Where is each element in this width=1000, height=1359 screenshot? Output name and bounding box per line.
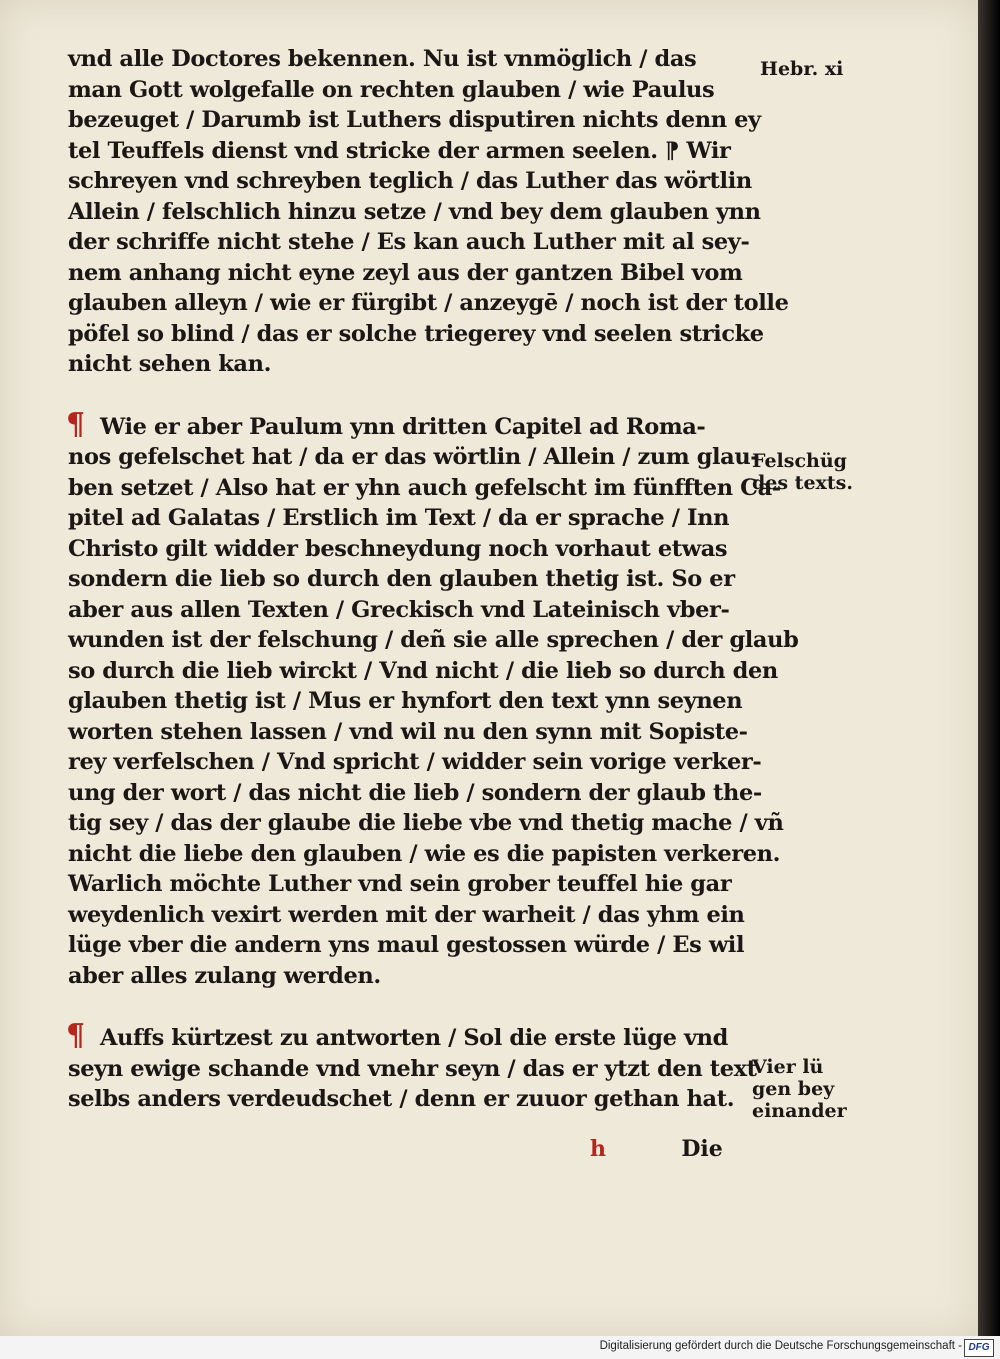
signature-and-catchword: [590, 1136, 723, 1162]
text-line: tig sey / das der glaube die liebe vbe vnd thetig mache / vñ: [68, 810, 784, 836]
text-line: worten stehen lassen / vnd wil nu den synn mit Sopiste-: [68, 718, 748, 745]
catchword: Die: [681, 1136, 723, 1162]
text-line: nem anhang nicht eyne zeyl aus der gantzen Bibel vom: [68, 259, 743, 286]
text-line: nicht die liebe den glauben / wie es die papisten verkeren.: [68, 840, 781, 867]
text-line: tel Teuffels dienst vnd stricke der armen seelen. ⁋ Wir: [68, 137, 731, 164]
text-line: lüge vber die andern yns maul gestossen würde / Es wil: [68, 932, 745, 958]
footer-credit-text: Digitalisierung gefördert durch die Deutsche Forschungsgemeinschaft -: [599, 1340, 962, 1352]
text-line: so durch die lieb wirckt / Vnd nicht / die lieb so durch den: [68, 657, 778, 684]
pilcrow-icon: ¶: [66, 1018, 85, 1053]
margin-note-middle: [752, 450, 853, 494]
paragraph-2: [66, 406, 799, 992]
text-line: seyn ewige schande vnd vnehr seyn / das er ytzt den text: [68, 1055, 757, 1082]
signature-mark: h: [590, 1136, 606, 1162]
text-line: nos gefelschet hat / da er das wörtlin / Allein / zum glau-: [68, 444, 760, 470]
text-line: aber aus allen Texten / Greckisch vnd Lateinisch vber-: [68, 596, 730, 623]
text-line: Auffs kürtzest zu antworten / Sol die erste lüge vnd: [100, 1025, 728, 1051]
text-line: Allein / felschlich hinzu setze / vnd bey dem glauben ynn: [68, 198, 761, 225]
text-line: pöfel so blind / das er solche triegerey vnd seelen stricke: [68, 320, 764, 347]
text-line: pitel ad Galatas / Erstlich im Text / da er sprache / Inn: [68, 505, 730, 531]
text-line: selbs anders verdeudschet / denn er zuuor gethan hat.: [68, 1086, 735, 1112]
margin-note-gen-bey: gen bey: [752, 1078, 835, 1100]
text-line: ben setzet / Also hat er yhn auch gefelscht im fünfften Ca-: [68, 474, 781, 501]
margin-note-einander: einander: [752, 1100, 847, 1122]
margin-note-felschung: Felschüg: [752, 450, 847, 472]
text-line: wunden ist der felschung / deñ sie alle sprechen / der glaub: [68, 627, 799, 653]
pilcrow-icon: ¶: [66, 406, 85, 442]
margin-note-vier-lugen: Vier lü: [752, 1056, 824, 1078]
dfg-logo-icon: DFG: [964, 1339, 994, 1357]
text-line: sondern die lieb so durch den glauben thetig ist. So er: [68, 566, 735, 592]
margin-note-hebr: Hebr. xi: [760, 58, 844, 80]
text-line: aber alles zulang werden.: [68, 962, 381, 989]
footer-bar: [0, 1336, 1000, 1359]
text-line: Christo gilt widder beschneydung noch vorhaut etwas: [68, 535, 728, 562]
text-line: glauben alleyn / wie er fürgibt / anzeygē / noch ist der tolle: [68, 290, 789, 316]
text-line: glauben thetig ist / Mus er hynfort den text ynn seynen: [68, 688, 743, 714]
text-line: Warlich möchte Luther vnd sein grober teuffel hie gar: [68, 871, 732, 897]
text-line: weydenlich vexirt werden mit der warheit / das yhm ein: [68, 901, 745, 928]
text-line: vnd alle Doctores bekennen. Nu ist vnmöglich / das: [68, 46, 697, 72]
text-line: Wie er aber Paulum ynn dritten Capitel ad Roma-: [100, 413, 706, 440]
paragraph-3: [66, 1018, 757, 1115]
text-line: rey verfelschen / Vnd spricht / widder sein vorige verker-: [68, 749, 762, 775]
margin-note-top: [760, 58, 843, 80]
margin-note-bottom: [752, 1056, 847, 1122]
text-line: bezeuget / Darumb ist Luthers disputiren nichts denn ey: [68, 107, 761, 133]
text-line: nicht sehen kan.: [68, 351, 271, 377]
text-line: der schriffe nicht stehe / Es kan auch Luther mit al sey-: [68, 229, 750, 255]
margin-note-des-texts: des texts.: [752, 472, 853, 494]
text-line: schreyen vnd schreyben teglich / das Luther das wörtlin: [68, 168, 752, 194]
text-line: ung der wort / das nicht die lieb / sondern der glaub the-: [68, 779, 762, 806]
page-edge-shadow: [978, 0, 1000, 1336]
paragraph-1: [68, 44, 789, 380]
text-line: man Gott wolgefalle on rechten glauben / wie Paulus: [68, 76, 715, 103]
